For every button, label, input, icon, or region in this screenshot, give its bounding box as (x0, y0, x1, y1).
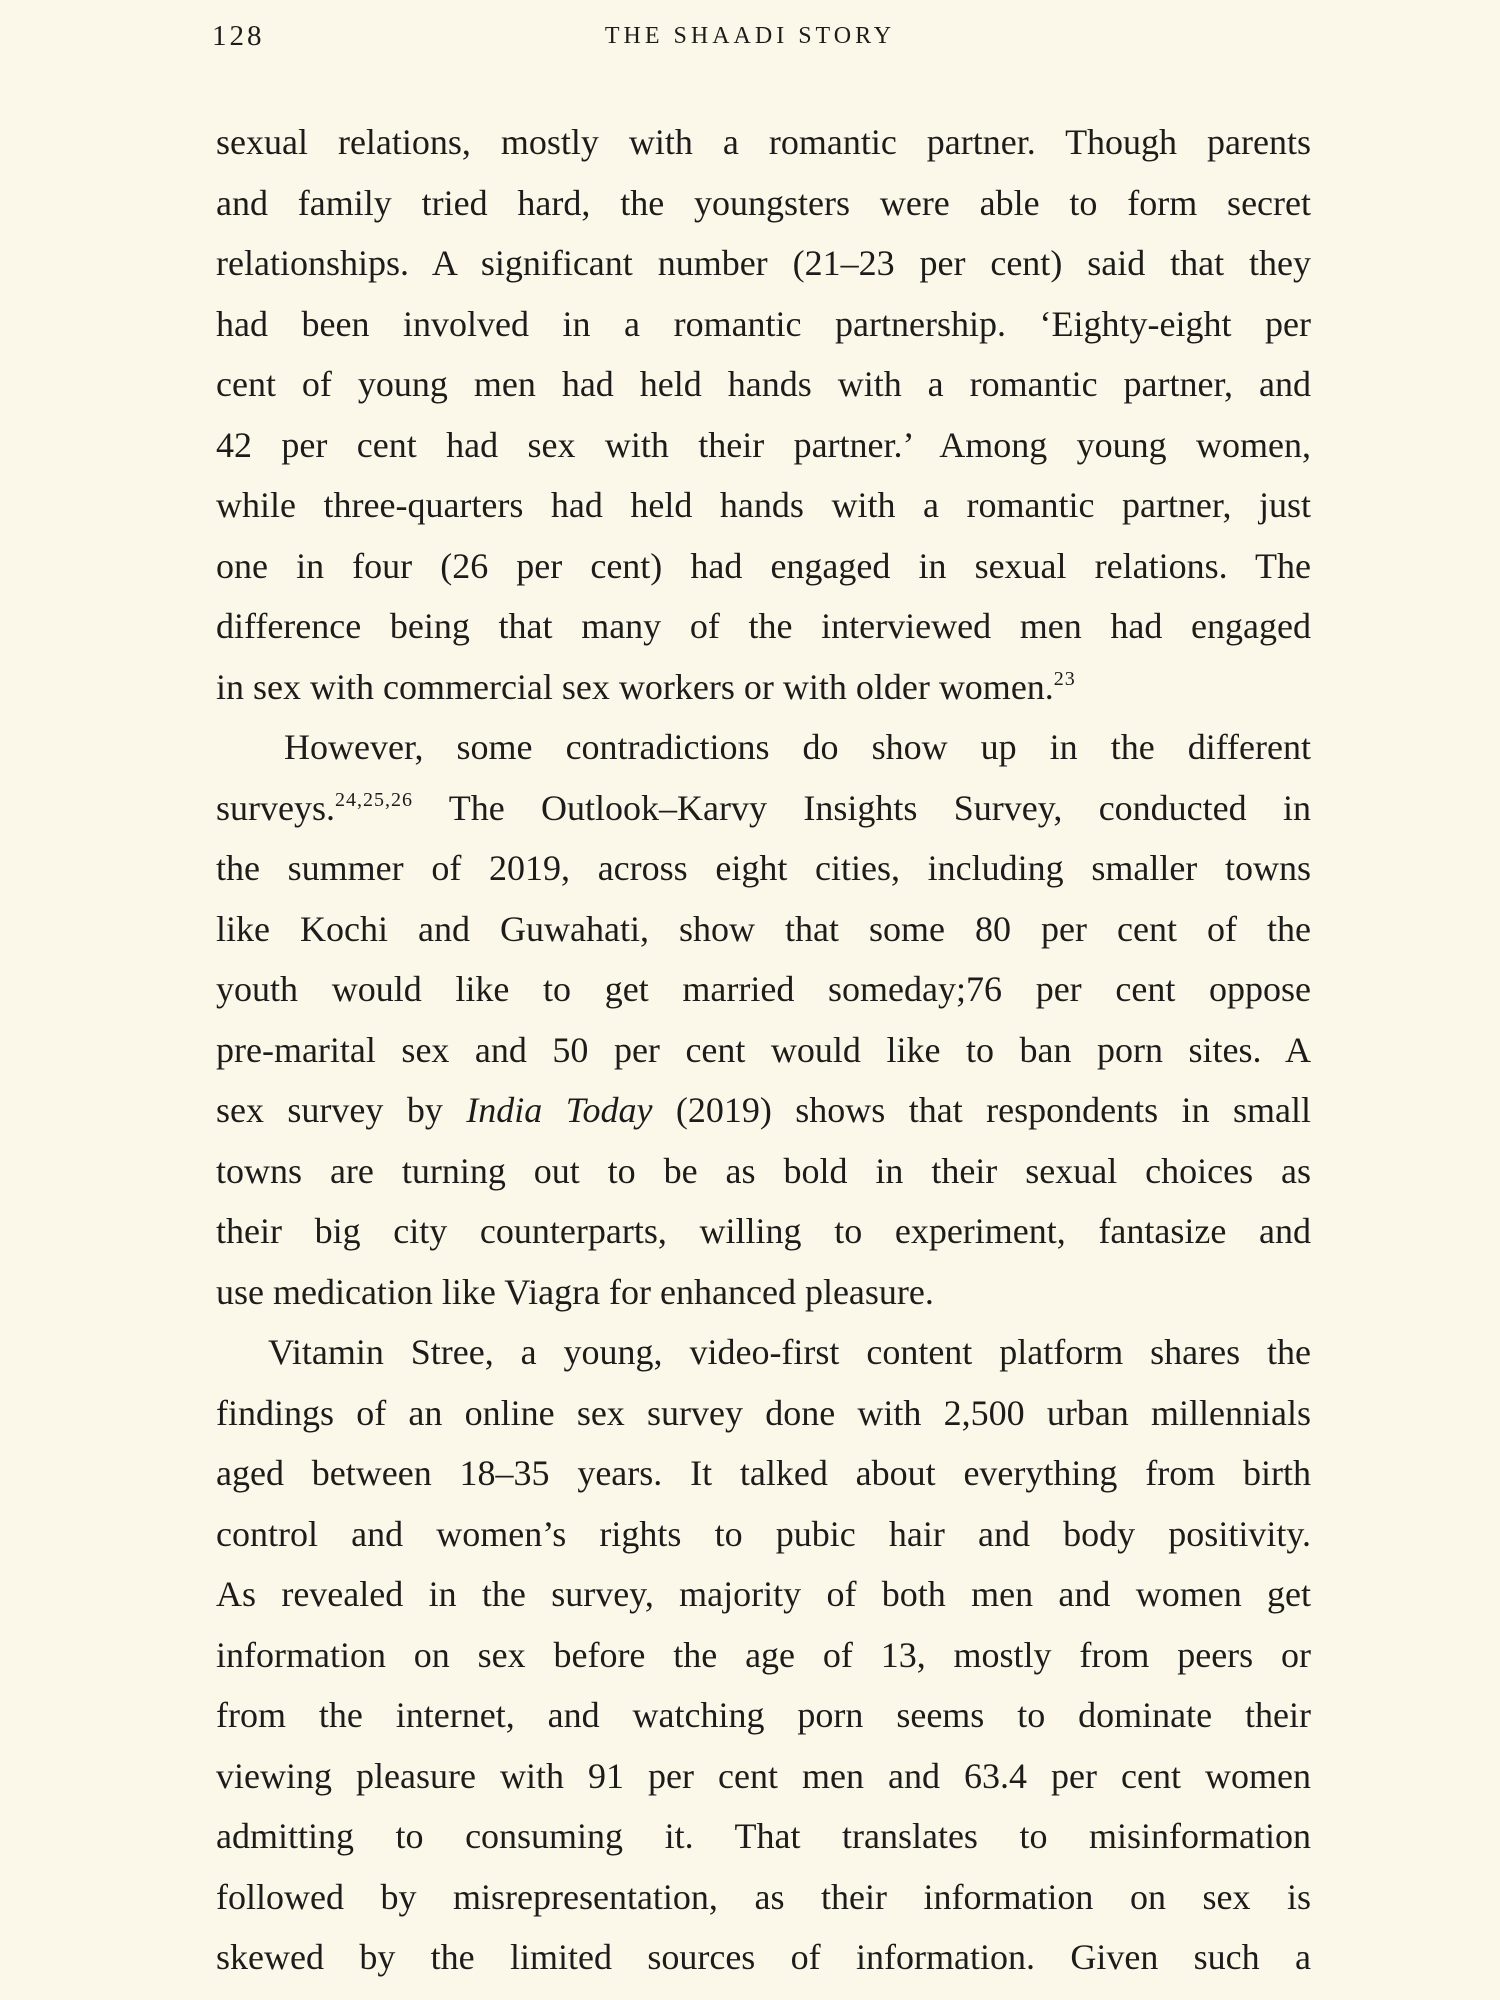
line-text: admitting to consuming it. That translates to misinformation (216, 1816, 1311, 1856)
line-text: followed by misrepresentation, as their information on sex is (216, 1876, 1311, 1917)
page-number: 128 (212, 20, 265, 52)
line-text: while three-quarters had held hands with a romantic partner, just (216, 485, 1311, 525)
line-text: their big city counterparts, willing to experiment, fantasize and (216, 1211, 1311, 1251)
line-text: 42 per cent had sex with their partner.’ Among young women, (216, 424, 1311, 465)
line-text: viewing pleasure with 91 per cent men and 63.4 per cent women (216, 1755, 1311, 1796)
line-text: in sex with commercial sex workers or with older women. (216, 666, 1054, 707)
line-text: Vitamin Stree, a young, video-first content platform shares the (268, 1332, 1311, 1372)
text-line (216, 294, 1311, 355)
line-text: youth would like to get married someday;76 per cent oppose (216, 969, 1311, 1009)
text-line (216, 1564, 1311, 1625)
line-text: relationships. A significant number (21–23 per cent) said that they (216, 243, 1311, 283)
line-text: skewed by the limited sources of information. Given such a (216, 1937, 1311, 1977)
text-line (216, 415, 1311, 476)
line-text: cent of young men had held hands with a romantic partner, and (216, 364, 1311, 404)
text-line (216, 596, 1311, 657)
text-line (216, 1685, 1311, 1746)
line-text: As revealed in the survey, majority of both men and women get (216, 1574, 1311, 1614)
text-line (216, 233, 1311, 294)
text-line (216, 1443, 1311, 1504)
line-text: findings of an online sex survey done with 2,500 urban millennials (216, 1392, 1311, 1433)
text-line (216, 959, 1311, 1020)
line-text: and family tried hard, the youngsters were able to form secret (216, 182, 1311, 223)
line-text: like Kochi and Guwahati, show that some 80 per cent of the (216, 908, 1311, 949)
text-line (216, 1383, 1311, 1444)
text-line (216, 1504, 1311, 1565)
line-text: one in four (26 per cent) had engaged in sexual relations. The (216, 545, 1311, 586)
line-text: difference being that many of the interviewed men had engaged (216, 606, 1311, 646)
text-line (216, 1625, 1311, 1686)
text-line (216, 1322, 1311, 1383)
text-line (216, 1201, 1311, 1262)
text-line (216, 1262, 1311, 1323)
line-text: use medication like Viagra for enhanced pleasure. (216, 1271, 934, 1312)
body-text (216, 112, 1311, 1988)
text-line (216, 899, 1311, 960)
line-text: surveys. (216, 787, 335, 828)
text-line (216, 1927, 1311, 1988)
text-line (216, 838, 1311, 899)
text-line (216, 657, 1311, 718)
text-line (216, 1746, 1311, 1807)
line-text: had been involved in a romantic partnership. ‘Eighty-eight per (216, 303, 1311, 344)
text-line (216, 1141, 1311, 1202)
text-line (216, 1806, 1311, 1867)
line-text: from the internet, and watching porn seems to dominate their (216, 1695, 1311, 1735)
line-text: towns are turning out to be as bold in their sexual choices as (216, 1150, 1311, 1191)
italic-title: India Today (466, 1090, 653, 1130)
text-line (216, 475, 1311, 536)
footnote-reference: 23 (1053, 667, 1076, 690)
text-line (216, 1080, 1311, 1141)
line-text-continued: (2019) shows that respondents in small (652, 1090, 1311, 1130)
line-text: sex survey by (216, 1090, 467, 1130)
line-text-continued: The Outlook–Karvy Insights Survey, conducted in (413, 787, 1311, 828)
text-line (216, 354, 1311, 415)
line-text: information on sex before the age of 13, mostly from peers or (216, 1634, 1311, 1675)
line-text: control and women’s rights to pubic hair and body positivity. (216, 1513, 1311, 1554)
footnote-reference: 24,25,26 (335, 788, 413, 811)
text-line (216, 1867, 1311, 1928)
text-line (216, 173, 1311, 234)
text-line (216, 1020, 1311, 1081)
line-text: However, some contradictions do show up in the different (284, 727, 1311, 767)
line-text: aged between 18–35 years. It talked about everything from birth (216, 1453, 1311, 1493)
text-line (216, 778, 1311, 839)
line-text: the summer of 2019, across eight cities, including smaller towns (216, 848, 1311, 888)
line-text: sexual relations, mostly with a romantic partner. Though parents (216, 122, 1311, 162)
text-line (216, 717, 1311, 778)
text-line (216, 536, 1311, 597)
text-line (216, 112, 1311, 173)
running-head: THE SHAADI STORY (604, 23, 896, 49)
line-text: pre-marital sex and 50 per cent would like to ban porn sites. A (216, 1029, 1311, 1070)
